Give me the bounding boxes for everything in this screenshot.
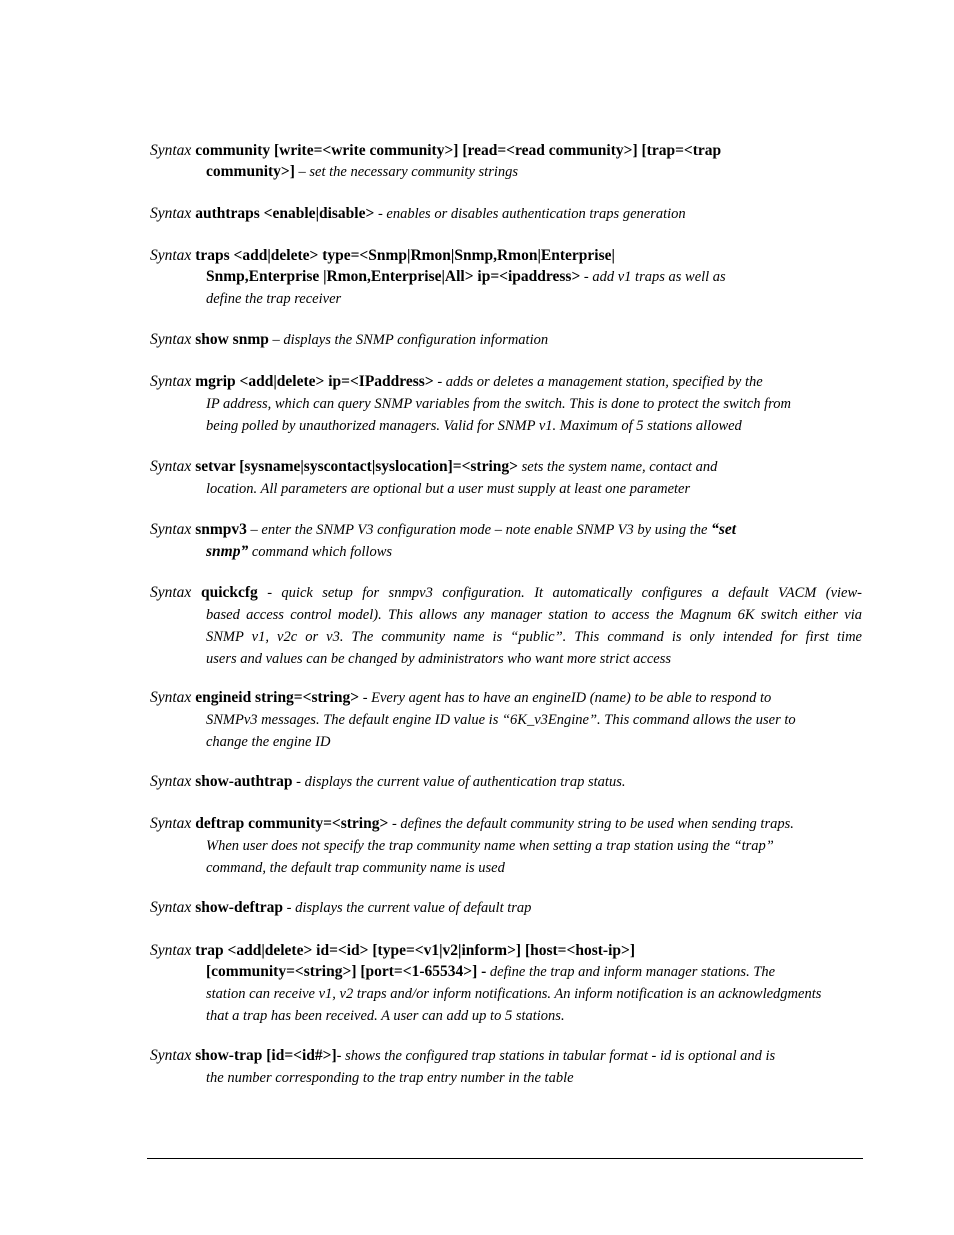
syntax-line — [150, 648, 862, 670]
syntax-label: Syntax — [150, 205, 196, 222]
syntax-label: Syntax — [150, 899, 196, 916]
syntax-line — [150, 813, 862, 835]
syntax-line — [150, 961, 862, 983]
description-text: based access control model). This allows any manager station to access the Magnum 6K switch either via — [206, 607, 862, 623]
description-text: – displays the SNMP configuration information — [268, 332, 549, 348]
syntax-line — [150, 140, 862, 161]
description-text: - displays the current value of authentication trap status. — [292, 774, 626, 790]
description-text: users and values can be changed by administrators who want more strict access — [206, 651, 672, 667]
description-text: command, the default trap community name is used — [206, 860, 505, 876]
syntax-line — [150, 329, 862, 351]
command-text: setvar [sysname|syscontact|syslocation]=<string> — [195, 458, 518, 475]
syntax-label: Syntax — [150, 1047, 196, 1064]
description-text: - enables or disables authentication traps generation — [374, 206, 686, 222]
syntax-label: Syntax — [150, 942, 196, 959]
description-text: sets the system name, contact and — [517, 459, 718, 475]
syntax-entry-traps — [150, 245, 862, 310]
description-text: define the trap receiver — [206, 291, 342, 307]
syntax-line — [150, 771, 862, 793]
description-text: being polled by unauthorized managers. Valid for SNMP v1. Maximum of 5 stations allowed — [206, 418, 742, 434]
syntax-entry-show-snmp — [150, 329, 862, 351]
syntax-line — [150, 582, 862, 604]
syntax-line — [150, 731, 862, 753]
syntax-line — [150, 1005, 862, 1027]
syntax-line — [150, 940, 862, 961]
description-text: command which follows — [248, 544, 393, 560]
description-text: - add v1 traps as well as — [580, 269, 726, 285]
command-text: show snmp — [195, 331, 269, 348]
description-text: location. All parameters are optional but a user must supply at least one parameter — [206, 481, 691, 497]
syntax-label: Syntax — [150, 247, 196, 264]
syntax-line — [150, 519, 862, 541]
description-text: - defines the default community string to be used when sending traps. — [388, 816, 794, 832]
syntax-line — [150, 983, 862, 1005]
description-text: - shows the configured trap stations in tabular format - id is optional and is — [336, 1048, 776, 1064]
syntax-label: Syntax — [150, 773, 196, 790]
syntax-line — [150, 604, 862, 626]
syntax-label: Syntax — [150, 521, 196, 538]
syntax-line — [150, 897, 862, 919]
command-text: show-authtrap — [195, 773, 293, 790]
syntax-label: Syntax — [150, 689, 196, 706]
description-text: When user does not specify the trap community name when setting a trap station using the “trap” — [206, 838, 774, 854]
syntax-line — [150, 456, 862, 478]
syntax-line — [150, 541, 862, 563]
description-text: - Every agent has to have an engineID (name) to be able to respond to — [359, 690, 772, 706]
description-text: SNMPv3 messages. The default engine ID value is “6K_v3Engine”. This command allows the user to — [206, 712, 796, 728]
syntax-line — [150, 835, 862, 857]
syntax-line — [150, 203, 862, 225]
command-text: traps <add|delete> type=<Snmp|Rmon|Snmp,Rmon|Enterprise| — [195, 247, 615, 264]
command-text: quickcfg — [200, 584, 258, 601]
description-text: - adds or deletes a management station, specified by the — [433, 374, 763, 390]
description-text: change the engine ID — [206, 734, 331, 750]
syntax-line — [150, 415, 862, 437]
syntax-label: Syntax — [150, 458, 196, 475]
emphasis-text: “set — [711, 521, 737, 538]
syntax-line — [150, 687, 862, 709]
command-text: community>] — [206, 163, 295, 180]
command-text: trap <add|delete> id=<id> [type=<v1|v2|inform>] [host=<host-ip>] — [195, 942, 635, 959]
syntax-entry-deftrap — [150, 813, 862, 879]
syntax-entry-engineid — [150, 687, 862, 753]
description-text: station can receive v1, v2 traps and/or inform notifications. An inform notification is an acknowledgments — [206, 986, 822, 1002]
description-text: – enter the SNMP V3 configuration mode – note enable SNMP V3 by using the — [246, 522, 712, 538]
syntax-entry-quickcfg — [150, 582, 862, 670]
syntax-label: Syntax — [150, 142, 196, 159]
syntax-label: Syntax — [150, 584, 201, 601]
syntax-entry-show-trap — [150, 1045, 862, 1089]
syntax-entry-show-deftrap — [150, 897, 862, 919]
syntax-line — [150, 1045, 862, 1067]
syntax-entry-show-authtrap — [150, 771, 862, 793]
emphasis-text: snmp” — [206, 543, 249, 560]
syntax-entry-snmpv3 — [150, 519, 862, 563]
command-text: authtraps <enable|disable> — [195, 205, 375, 222]
description-text: - displays the current value of default trap — [283, 900, 532, 916]
syntax-line — [150, 393, 862, 415]
syntax-entry-trap — [150, 940, 862, 1027]
description-text: IP address, which can query SNMP variables from the switch. This is done to protect the switch from — [206, 396, 791, 412]
command-text: deftrap community=<string> — [195, 815, 389, 832]
description-text: – set the necessary community strings — [294, 164, 519, 180]
syntax-line — [150, 266, 862, 288]
description-text: define the trap and inform manager stations. The — [486, 964, 776, 980]
syntax-line — [150, 626, 862, 648]
syntax-entry-community — [150, 140, 862, 183]
command-text: show-trap [id=<id#>] — [195, 1047, 337, 1064]
syntax-line — [150, 371, 862, 393]
syntax-entry-setvar — [150, 456, 862, 500]
command-text: mgrip <add|delete> ip=<IPaddress> — [195, 373, 434, 390]
command-text: snmpv3 — [195, 521, 247, 538]
description-text: - quick setup for snmpv3 configuration. It automatically configures a default VACM (view- — [257, 585, 862, 601]
syntax-entry-authtraps — [150, 203, 862, 225]
description-text: SNMP v1, v2c or v3. The community name is “public”. This command is only intended for first time — [206, 629, 862, 645]
syntax-label: Syntax — [150, 373, 196, 390]
command-text: community [write=<write community>] [read=<read community>] [trap=<trap — [195, 142, 722, 159]
syntax-line — [150, 288, 862, 310]
command-text: engineid string=<string> — [195, 689, 360, 706]
syntax-line — [150, 1067, 862, 1089]
description-text: the number corresponding to the trap entry number in the table — [206, 1070, 574, 1086]
command-text: Snmp,Enterprise |Rmon,Enterprise|All> ip=<ipaddress> — [206, 268, 581, 285]
description-text: that a trap has been received. A user can add up to 5 stations. — [206, 1008, 565, 1024]
command-text: [community=<string>] [port=<1-65534>] - — [206, 963, 487, 980]
syntax-line — [150, 478, 862, 500]
syntax-entry-mgrip — [150, 371, 862, 437]
syntax-line — [150, 709, 862, 731]
syntax-label: Syntax — [150, 331, 196, 348]
syntax-line — [150, 245, 862, 266]
syntax-line — [150, 857, 862, 879]
syntax-label: Syntax — [150, 815, 196, 832]
syntax-line — [150, 161, 862, 183]
footer-rule — [147, 1158, 863, 1159]
command-text: show-deftrap — [195, 899, 284, 916]
